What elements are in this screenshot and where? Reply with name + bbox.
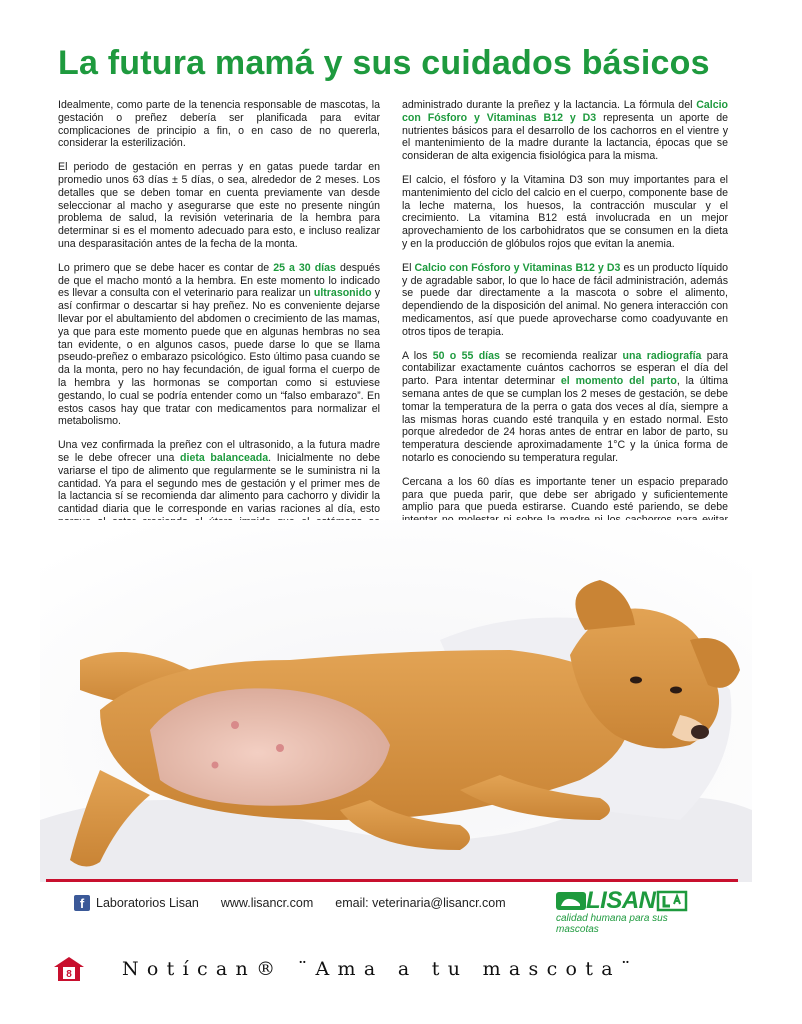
paragraph: Idealmente, como parte de la tenencia responsable de mascotas, la gestación o preñez debería ser planificada para evitar complicaciones de principio a fin, o en caso de no quererla, considerar la esterilización. (58, 99, 380, 150)
page-number-badge (52, 955, 86, 983)
facebook-link[interactable]: Laboratorios Lisan (96, 896, 199, 910)
paragraph: El calcio, el fósforo y la Vitamina D3 son muy importantes para el mantenimiento del ciclo del calcio en el cuerpo, componente base de la leche materna, los huesos, la contracción muscular y el crecimiento. La vitamina B12 está involucrada en un mejor aprovechamiento de los carbohidratos que se consumen en la dieta y en la producción de glóbulos rojos que evitan la anemia. (402, 173, 728, 250)
logo-tagline: calidad humana para sus mascotas (556, 913, 668, 935)
highlight: Calcio con Fósforo y Vitaminas B12 y D3 (414, 261, 621, 274)
email-link[interactable]: email: veterinaria@lisancr.com (335, 896, 506, 910)
highlight: 25 a 30 días (273, 261, 336, 274)
website-link[interactable]: www.lisancr.com (220, 896, 314, 910)
page-number: 8 (66, 969, 72, 980)
highlight: el momento del parto (560, 375, 677, 388)
lab-flask-icon (656, 890, 690, 912)
magazine-tagline: Notícan® ¨Ama a tu mascota¨ (122, 958, 639, 980)
pregnant-dog-photo (40, 520, 752, 882)
paragraph: Lo primero que se debe hacer es contar de 25 a 30 días después de que el macho montó a la hembra. En este momento lo indicado es llevar a consulta con el veterinario para realizar un ultrasonido y así confirmar o descartar si hay preñez. No es conveniente dejarse llevar por el abultamiento del abdomen o crecimiento de las mamas, ya que para este momento puede que en algunas hembras no sea tan evidente, o en algunos casos, puede darse lo que se llama pseudo-preñez o embarazo psicológico. Esto último pasa cuando se da la monta, pero no hay fecundación, de igual forma el cuerpo de la hembra y las hormonas se comportan como si estuviese gestando, lo cual se podría entender como un “falso embarazo”. En estos casos hay que tratar con medicamentos para normalizar el metabolismo. (58, 261, 380, 428)
highlight: dieta balanceada (180, 451, 269, 464)
paragraph: administrado durante la preñez y la lactancia. La fórmula del Calcio con Fósforo y Vitaminas B12 y D3 representa un aporte de nutrientes básicos para el desarrollo de los cachorros en el vientre y el mantenimiento de la madre durante la lactancia, épocas que se consideran de alta exigencia fisiológica para la misma. (402, 99, 728, 163)
paragraph: A los 50 o 55 días se recomienda realizar una radiografía para contabilizar exactamente cuántos cachorros se esperan el día del parto. Para intentar determinar el momento del parto, la última semana antes de que se cumplan los 2 meses de gestación, se debe tomar la temperatura de la perra o gata dos veces al día, siempre a las mismas horas cuando esté tranquila y en estado normal. Esto porque alrededor de 24 horas antes de entrar en labor de parto, su temperatura desciende aproximadamente 1°C y la única forma de notarlo es conociendo su temperatura regular. (402, 349, 728, 464)
highlight: una radiografía (622, 349, 702, 362)
article-title: La futura mamá y sus cuidados básicos (58, 44, 710, 82)
facebook-icon: f (74, 895, 90, 911)
paragraph: Cercana a los 60 días es importante tener un espacio preparado para que pueda parir, que debe ser abrigado y suficientemente amplio para que pueda estirarse. Cuando esté pariendo, se debe (402, 475, 728, 514)
lisan-logo (556, 887, 712, 935)
paragraph: El periodo de gestación en perras y en gatas puede tardar en promedio unos 63 días ± 5 días, o sea, alrededor de 2 meses. Los detalles que se deben tomar en cuenta previamente van desde seleccionar al macho y asegurarse que este no presente ningún problema de salud, la revisión veterinaria de la hembra para determinar si es el momento adecuado para esto, e incluso realizar una desparasitación antes de la fecha de la monta. (58, 161, 380, 250)
footer-contact (74, 895, 506, 911)
paragraph: Una vez confirmada la preñez con el ultrasonido, a la futura madre se le debe ofrecer una dieta balanceada. Inicialmente no debe variarse el tipo de alimento que regularmente se le suministra ni la cantidad. Ya para el segundo mes de gestación y el primer mes de la lactancia sí se recomienda dar alimento para cachorro y dividir la cantidad diaria que le corresponde en varias raciones al día, esto (58, 439, 380, 516)
logo-wordmark: LISAN (586, 887, 656, 914)
paragraph: El Calcio con Fósforo y Vitaminas B12 y D3 es un producto líquido y de agradable sabor, lo que lo hace de fácil administración, además se puede dar directamente a la mascota o sobre el alimento, dependiendo de la disposición del animal. No genera interacción con medicamentos, así que puede aprovecharse como coadyuvante en otros tipos de terapia. (402, 261, 728, 338)
highlight: ultrasonido (313, 287, 372, 300)
highlight: 50 o 55 días (432, 349, 500, 362)
highlight: Calcio con Fósforo y Vitaminas B12 y D3 (402, 99, 728, 124)
footer-divider (46, 879, 738, 882)
lisan-lab-icon (556, 890, 586, 912)
